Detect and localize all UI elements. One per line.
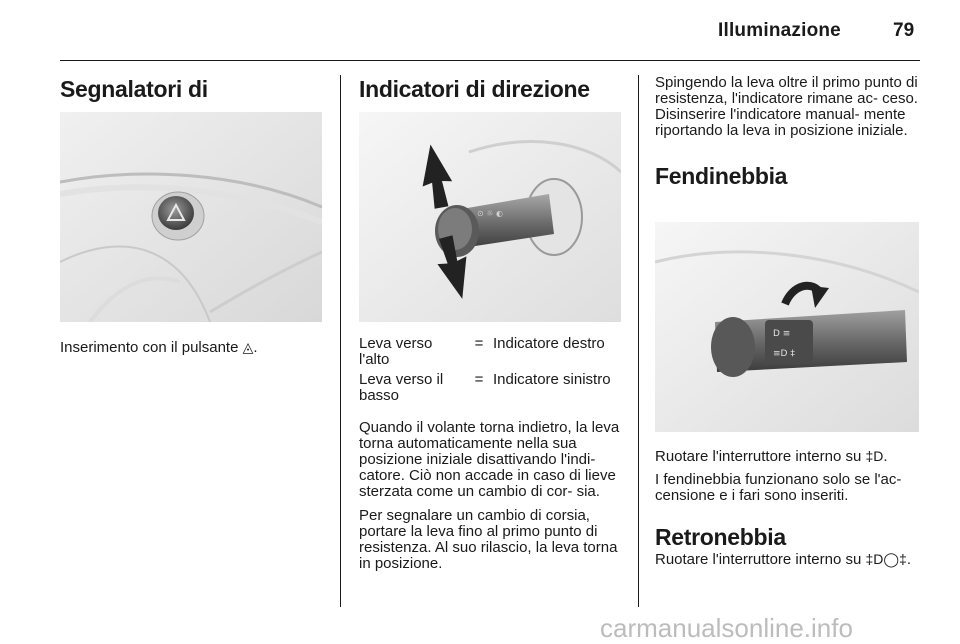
hazard-caption: Inserimento con il pulsante ◬. xyxy=(60,339,258,356)
page-number: 79 xyxy=(893,20,915,41)
fog-switch-figure xyxy=(655,222,919,432)
hazard-caption-text: Inserimento con il pulsante xyxy=(60,339,239,356)
table-row xyxy=(359,368,611,404)
table-cell-value: Indicatore destro xyxy=(493,335,605,352)
turn-signal-continued-paragraph: Spingendo la leva oltre il primo punto di resistenza, l'indicatore rimane ac- ceso. Disinserire l'indicatore manual- mente riportando la leva in posizione iniziale. xyxy=(655,74,918,139)
page-section-title: Illuminazione xyxy=(718,20,841,41)
svg-text:≡D ‡: ≡D ‡ xyxy=(773,349,795,359)
fog-condition: I fendinebbia funzionano solo se l'ac- censione e i fari sono inseriti. xyxy=(655,471,902,504)
column-fog xyxy=(655,75,921,190)
turn-signal-lever-figure xyxy=(359,112,621,322)
column-turn-signals xyxy=(359,75,627,103)
header-divider xyxy=(60,60,920,61)
table-cell-equals: = xyxy=(474,335,484,352)
table-cell-label: Leva verso l'alto xyxy=(359,335,433,368)
column-divider-2 xyxy=(638,75,639,607)
turn-signal-table-wrap xyxy=(359,336,627,404)
turn-signal-text xyxy=(359,420,624,572)
hazard-heading: Segnalatori di xyxy=(60,76,208,102)
table-row xyxy=(359,336,611,368)
table-cell-label: Leva verso il basso xyxy=(359,371,444,404)
watermark: carmanualsonline.info xyxy=(600,613,853,643)
rear-fog-instruction: Ruotare l'interruttore interno su xyxy=(655,551,862,568)
rear-fog-light-icon: ‡D◯‡ xyxy=(865,551,907,567)
turn-signal-table xyxy=(359,336,611,404)
turn-signal-paragraph-2: Per segnalare un cambio di corsia, portare la leva fino al primo punto di resistenza. Al suo rilascio, la leva torna in posizione. xyxy=(359,507,618,572)
fog-text: Ruotare l'interruttore interno su ‡D. I fendinebbia funzionano solo se l'ac- censione e i fari sono inseriti. Retronebbia Ruotare l'interruttore interno su ‡D◯‡. xyxy=(655,448,921,568)
fog-heading: Fendinebbia xyxy=(655,163,788,189)
svg-text:D ≡: D ≡ xyxy=(773,329,791,339)
turn-signal-heading: Indicatori di direzione xyxy=(359,76,590,102)
table-cell-equals: = xyxy=(474,371,484,388)
svg-text:⊙ ☼ ◐: ⊙ ☼ ◐ xyxy=(477,209,503,218)
column-divider-1 xyxy=(340,75,341,607)
hazard-switch-figure xyxy=(60,112,322,322)
hazard-triangle-icon: ◬ xyxy=(242,339,254,355)
front-fog-light-icon: ‡D xyxy=(865,448,884,464)
rear-fog-heading: Retronebbia xyxy=(655,524,786,550)
turn-signal-paragraph-1: Quando il volante torna indietro, la leva torna automaticamente nella sua posizione iniziale disattivando l'indi- catore. Ciò non accade in caso di lieve sterzata come un cambio di cor- sia. xyxy=(359,419,620,500)
table-cell-value: Indicatore sinistro xyxy=(493,371,611,388)
fog-instruction: Ruotare l'interruttore interno su xyxy=(655,448,862,465)
